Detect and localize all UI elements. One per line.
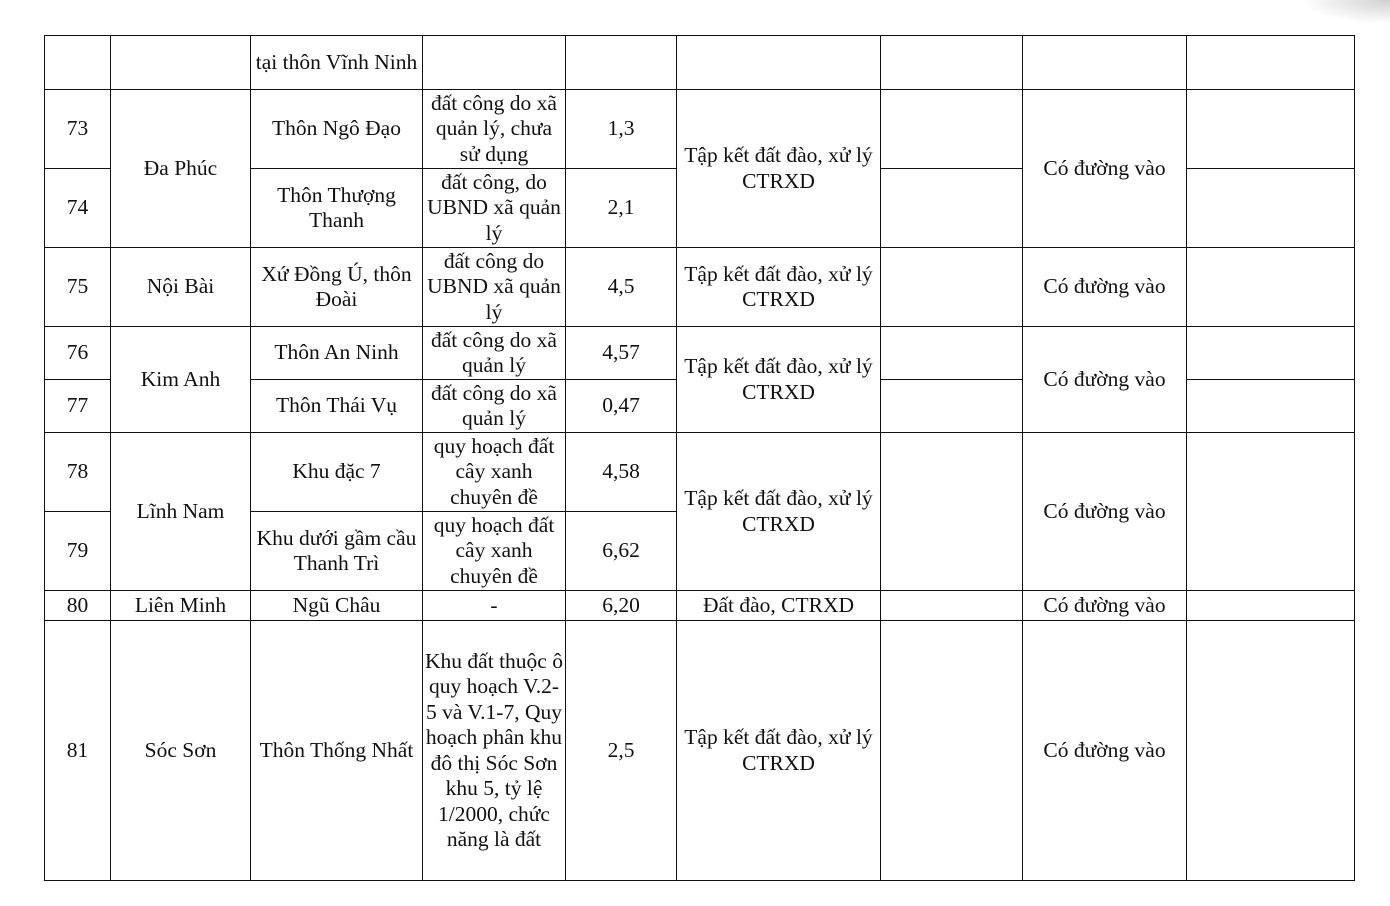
purpose-cell: Đất đào, CTRXD [677,591,881,621]
table-row [45,327,1355,380]
empty-cell [881,248,1023,327]
stt-cell: 73 [45,90,111,169]
purpose-cell [677,36,881,90]
access-cell: Có đường vào [1023,621,1187,881]
purpose-cell: Tập kết đất đào, xử lý CTRXD [677,621,881,881]
stt-cell [45,36,111,90]
land-status-cell: đất công do xã quản lý [423,380,566,433]
empty-cell [881,591,1023,621]
empty-cell [1187,591,1355,621]
access-cell: Có đường vào [1023,433,1187,591]
commune-cell: Liên Minh [111,591,251,621]
land-status-cell: đất công, do UBND xã quản lý [423,169,566,248]
area-cell: 4,57 [566,327,677,380]
stt-cell: 81 [45,621,111,881]
empty-cell [881,433,1023,591]
location-cell: Thôn An Ninh [251,327,423,380]
table-row [45,36,1355,90]
access-cell: Có đường vào [1023,327,1187,433]
commune-cell: Đa Phúc [111,90,251,248]
commune-cell: Nội Bài [111,248,251,327]
stt-cell: 78 [45,433,111,512]
stt-cell: 79 [45,512,111,591]
location-cell: Khu dưới gầm cầu Thanh Trì [251,512,423,591]
location-cell: Khu đặc 7 [251,433,423,512]
area-cell: 2,5 [566,621,677,881]
location-cell: Thôn Ngô Đạo [251,90,423,169]
land-status-cell: đất công do UBND xã quản lý [423,248,566,327]
location-cell: Xứ Đồng Ú, thôn Đoài [251,248,423,327]
stt-cell: 75 [45,248,111,327]
area-cell: 2,1 [566,169,677,248]
empty-cell [1187,433,1355,591]
area-cell: 4,5 [566,248,677,327]
empty-cell [881,36,1023,90]
table-row [45,433,1355,512]
empty-cell [1187,380,1355,433]
purpose-cell: Tập kết đất đào, xử lý CTRXD [677,433,881,591]
land-status-cell: Khu đất thuộc ô quy hoạch V.2-5 và V.1-7, Quy hoạch phân khu đô thị Sóc Sơn khu 5, tỷ lệ 1/2000, chức năng là đất [423,621,566,881]
area-cell: 6,20 [566,591,677,621]
page-corner-shadow [1300,0,1390,24]
empty-cell [1187,621,1355,881]
purpose-cell: Tập kết đất đào, xử lý CTRXD [677,248,881,327]
area-cell: 0,47 [566,380,677,433]
commune-cell: Lĩnh Nam [111,433,251,591]
location-cell: Thôn Thượng Thanh [251,169,423,248]
access-cell: Có đường vào [1023,248,1187,327]
land-status-cell [423,36,566,90]
area-cell: 4,58 [566,433,677,512]
purpose-cell: Tập kết đất đào, xử lý CTRXD [677,327,881,433]
empty-cell [1187,248,1355,327]
commune-cell: Sóc Sơn [111,621,251,881]
empty-cell [1187,36,1355,90]
land-status-cell: quy hoạch đất cây xanh chuyên đề [423,512,566,591]
access-cell: Có đường vào [1023,591,1187,621]
empty-cell [881,621,1023,881]
empty-cell [1187,327,1355,380]
table-row [45,621,1355,881]
land-status-cell: quy hoạch đất cây xanh chuyên đề [423,433,566,512]
area-cell: 1,3 [566,90,677,169]
commune-cell: Kim Anh [111,327,251,433]
empty-cell [881,90,1023,169]
empty-cell [1187,90,1355,169]
purpose-cell: Tập kết đất đào, xử lý CTRXD [677,90,881,248]
table-row [45,248,1355,327]
area-cell: 6,62 [566,512,677,591]
commune-cell [111,36,251,90]
empty-cell [881,327,1023,380]
empty-cell [881,380,1023,433]
location-cell: Ngũ Châu [251,591,423,621]
stt-cell: 80 [45,591,111,621]
stt-cell: 76 [45,327,111,380]
stt-cell: 77 [45,380,111,433]
empty-cell [881,169,1023,248]
site-list-table [44,35,1355,881]
location-cell: Thôn Thái Vụ [251,380,423,433]
stt-cell: 74 [45,169,111,248]
land-status-cell: đất công do xã quản lý, chưa sử dụng [423,90,566,169]
location-cell: tại thôn Vĩnh Ninh [251,36,423,90]
empty-cell [1187,169,1355,248]
access-cell: Có đường vào [1023,90,1187,248]
table-row [45,90,1355,169]
land-status-cell: đất công do xã quản lý [423,327,566,380]
location-cell: Thôn Thống Nhất [251,621,423,881]
access-cell [1023,36,1187,90]
area-cell [566,36,677,90]
table-row [45,591,1355,621]
land-status-cell: - [423,591,566,621]
